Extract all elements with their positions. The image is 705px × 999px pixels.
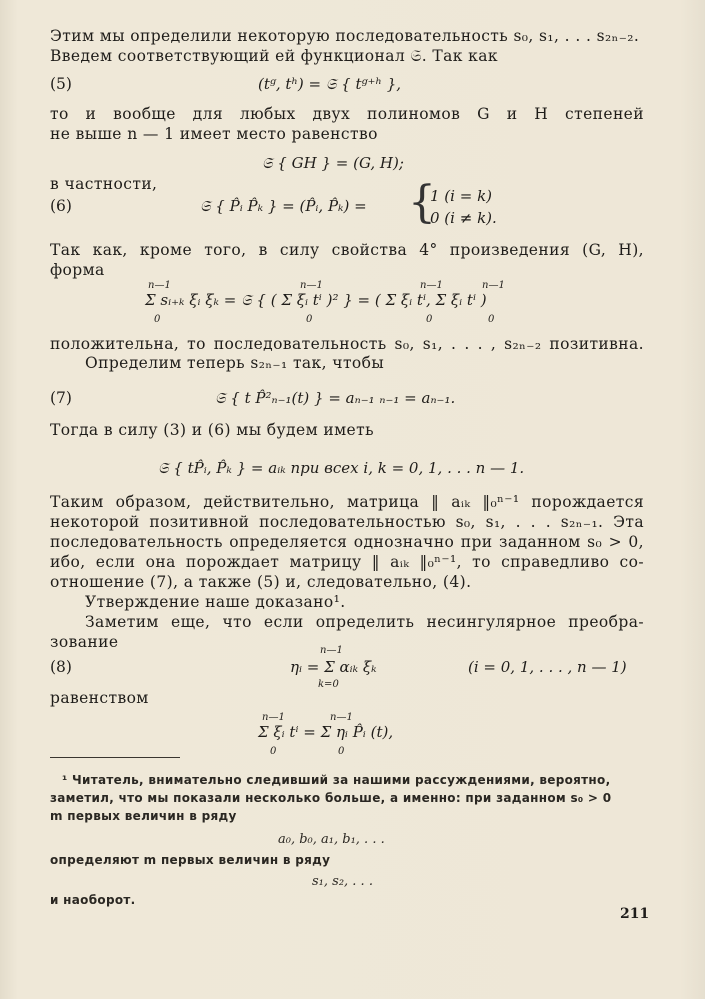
limit-bottom-last-1: 0 (270, 746, 277, 757)
limit-top-last-2: n—1 (330, 712, 353, 723)
text-line-17: Заметим еще, что если определить несингулярное преобра- (85, 613, 644, 631)
equation-number-5: (5) (50, 75, 72, 93)
equation-5: (tᵍ, tʰ) = 𝔖 { tᵍ⁺ʰ }, (258, 75, 402, 93)
text-line-3: то и вообще для любых двух полиномов G и H степеней (50, 105, 644, 123)
text-line-4: не выше n — 1 имеет место равенство (50, 125, 378, 143)
limit-top-8: n—1 (320, 645, 343, 656)
limit-top-1: n—1 (148, 280, 171, 291)
text-line-8: положительна, то последовательность s₀, s₁, . . . , s₂ₙ₋₂ позитивна. (50, 335, 644, 353)
text-line-11: Таким образом, действительно, матрица ‖ aᵢₖ ‖₀ⁿ⁻¹ порождается (50, 493, 644, 511)
text-line-12: некоторой позитивной последовательностью s₀, s₁, . . . s₂ₙ₋₁. Эта (50, 513, 644, 531)
page-number: 211 (620, 906, 650, 922)
text-line-18: зование (50, 633, 119, 651)
text-line-9: Определим теперь s₂ₙ₋₁ так, чтобы (85, 354, 385, 372)
equation-6-case-2: 0 (i ≠ k). (430, 209, 497, 227)
footnote-line-5: определяют m первых величин в ряду (50, 853, 331, 867)
limit-top-3: n—1 (420, 280, 443, 291)
text-line-19: равенством (50, 689, 149, 707)
equation-quadratic-form: Σ sᵢ₊ₖ ξᵢ ξₖ = 𝔖 { ( Σ ξᵢ tⁱ )² } = ( Σ ξᵢ tⁱ, Σ ξᵢ tⁱ ) (145, 291, 487, 309)
equation-aik: 𝔖 { tP̂ᵢ, P̂ₖ } = aᵢₖ при всех i, k = 0, 1, . . . n — 1. (158, 459, 525, 477)
equation-7: 𝔖 { t P̂²ₙ₋₁(t) } = aₙ₋₁ ₙ₋₁ = aₙ₋₁. (215, 389, 456, 407)
limit-bottom-2: 0 (306, 314, 313, 325)
text-line-1: Этим мы определили некоторую последовательность s₀, s₁, . . . s₂ₙ₋₂. (50, 27, 640, 45)
text-line-2: Введем соответствующий ей функционал 𝔖. Так как (50, 47, 498, 65)
equation-6-case-1: 1 (i = k) (430, 187, 493, 205)
equation-number-6: (6) (50, 197, 72, 215)
limit-bottom-1: 0 (154, 314, 161, 325)
footnote-divider (50, 757, 180, 758)
limit-bottom-last-2: 0 (338, 746, 345, 757)
text-line-7: форма (50, 261, 105, 279)
equation-last: Σ ξᵢ tⁱ = Σ ηᵢ P̂ᵢ (t), (258, 723, 394, 741)
footnote-line-3: m первых величин в ряду (50, 809, 237, 823)
footnote-line-1: ¹ Читатель, внимательно следивший за нашими рассуждениями, вероятно, (62, 773, 611, 787)
text-line-13: последовательность определяется однозначно при заданном s₀ > 0, (50, 533, 644, 551)
text-line-10: Тогда в силу (3) и (6) мы будем иметь (50, 421, 374, 439)
limit-top-2: n—1 (300, 280, 323, 291)
footnote-line-7: и наоборот. (50, 893, 136, 907)
limit-top-last-1: n—1 (262, 712, 285, 723)
limit-bottom-3: 0 (426, 314, 433, 325)
equation-number-7: (7) (50, 389, 72, 407)
text-line-5: в частности, (50, 175, 158, 193)
limit-top-4: n—1 (482, 280, 505, 291)
text-line-14: ибо, если она порождает матрицу ‖ aᵢₖ ‖₀ⁿ⁻¹, то справедливо со- (50, 553, 644, 571)
text-line-15: отношение (7), а также (5) и, следовательно, (4). (50, 573, 472, 591)
footnote-series-s: s₁, s₂, . . . (312, 874, 373, 889)
equation-8: ηᵢ = Σ αᵢₖ ξₖ (290, 658, 377, 676)
text-line-6: Так как, кроме того, в силу свойства 4° произведения (G, H), (50, 241, 644, 259)
equation-6-lhs: 𝔖 { P̂ᵢ P̂ₖ } = (P̂ᵢ, P̂ₖ) = (200, 197, 367, 215)
equation-number-8: (8) (50, 658, 72, 676)
limit-bottom-4: 0 (488, 314, 495, 325)
limit-bottom-8: k=0 (318, 679, 339, 690)
footnote-series-a-b: a₀, b₀, a₁, b₁, . . . (278, 832, 385, 847)
brace-symbol: { (408, 177, 436, 228)
equation-gh: 𝔖 { GH } = (G, H); (262, 154, 404, 172)
equation-8-range: (i = 0, 1, . . . , n — 1) (468, 658, 627, 676)
text-line-16: Утверждение наше доказано¹. (85, 593, 346, 611)
footnote-line-2: заметил, что мы показали несколько больше, а именно: при заданном s₀ > 0 (50, 791, 612, 805)
